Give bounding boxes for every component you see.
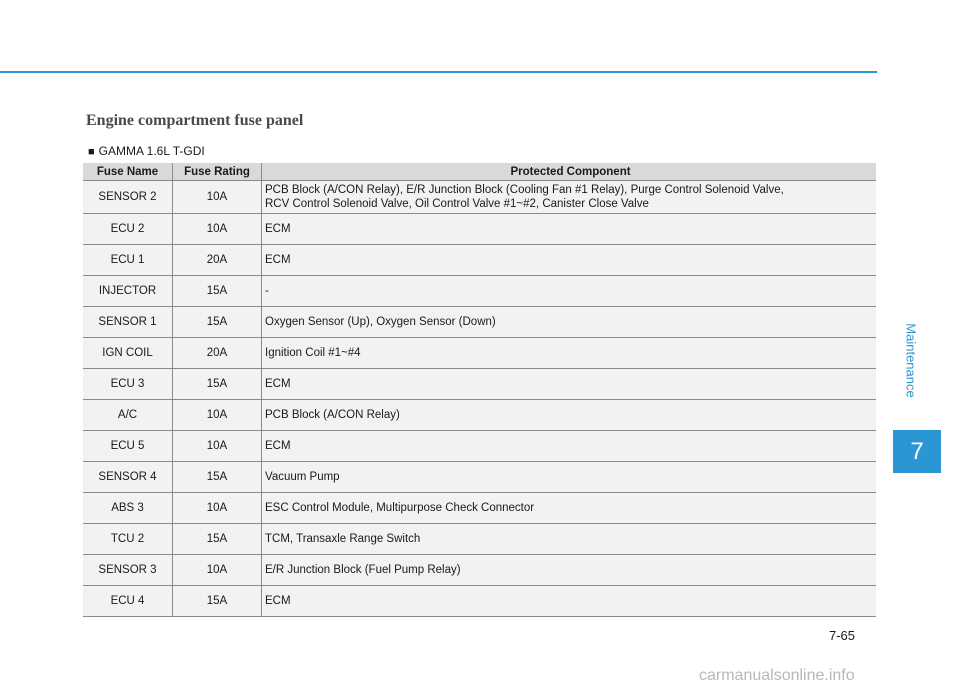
fuse-rating-cell: 15A — [173, 462, 262, 493]
protected-component-cell: Oxygen Sensor (Up), Oxygen Sensor (Down) — [262, 307, 877, 338]
table-row — [83, 245, 876, 276]
protected-component-cell: Ignition Coil #1~#4 — [262, 338, 877, 369]
table-row — [83, 586, 876, 617]
side-tab-label — [898, 290, 924, 430]
protected-component-line: PCB Block (A/CON Relay), E/R Junction Block (Cooling Fan #1 Relay), Purge Control Solenoid Valve, — [265, 184, 784, 196]
table-row — [83, 431, 876, 462]
square-bullet-icon: ■ — [88, 146, 95, 158]
fuse-rating-cell: 10A — [173, 431, 262, 462]
table-row — [83, 462, 876, 493]
protected-component-cell: ECM — [262, 214, 877, 245]
table-row — [83, 493, 876, 524]
fuse-name-cell: ECU 3 — [83, 369, 173, 400]
chapter-tab: 7 — [893, 430, 941, 473]
header-protected-component: Protected Component — [262, 163, 877, 181]
fuse-rating-cell: 10A — [173, 400, 262, 431]
protected-component-cell: ESC Control Module, Multipurpose Check Connector — [262, 493, 877, 524]
protected-component-line: RCV Control Solenoid Valve, Oil Control Valve #1~#2, Canister Close Valve — [265, 198, 649, 210]
fuse-rating-cell: 15A — [173, 524, 262, 555]
protected-component-cell — [262, 181, 877, 214]
table-header-row — [83, 163, 876, 181]
engine-variant-label: GAMMA 1.6L T-GDI — [98, 144, 205, 158]
engine-variant — [88, 144, 205, 158]
table-row — [83, 276, 876, 307]
fuse-name-cell: INJECTOR — [83, 276, 173, 307]
protected-component-cell: ECM — [262, 586, 877, 617]
protected-component-cell: E/R Junction Block (Fuel Pump Relay) — [262, 555, 877, 586]
protected-component-cell: ECM — [262, 369, 877, 400]
fuse-rating-cell: 10A — [173, 493, 262, 524]
fuse-name-cell: SENSOR 1 — [83, 307, 173, 338]
protected-component-cell: ECM — [262, 431, 877, 462]
protected-component-cell: TCM, Transaxle Range Switch — [262, 524, 877, 555]
fuse-rating-cell: 15A — [173, 276, 262, 307]
table-row — [83, 555, 876, 586]
watermark: carmanualsonline.info — [699, 667, 855, 684]
fuse-name-cell: SENSOR 2 — [83, 181, 173, 214]
fuse-name-cell: ECU 4 — [83, 586, 173, 617]
table-row — [83, 524, 876, 555]
fuse-name-cell: SENSOR 3 — [83, 555, 173, 586]
page-number: 7-65 — [829, 628, 856, 643]
fuse-name-cell: IGN COIL — [83, 338, 173, 369]
header-fuse-rating: Fuse Rating — [173, 163, 262, 181]
fuse-name-cell: ECU 1 — [83, 245, 173, 276]
table-row — [83, 338, 876, 369]
table-row — [83, 214, 876, 245]
table-row — [83, 369, 876, 400]
top-rule — [0, 71, 877, 73]
table-row — [83, 400, 876, 431]
fuse-rating-cell: 20A — [173, 245, 262, 276]
fuse-rating-cell: 20A — [173, 338, 262, 369]
fuse-name-cell: SENSOR 4 — [83, 462, 173, 493]
fuse-table — [83, 163, 876, 617]
fuse-name-cell: TCU 2 — [83, 524, 173, 555]
fuse-name-cell: ECU 5 — [83, 431, 173, 462]
fuse-rating-cell: 15A — [173, 369, 262, 400]
table-row — [83, 181, 876, 214]
fuse-rating-cell: 10A — [173, 555, 262, 586]
fuse-name-cell: ECU 2 — [83, 214, 173, 245]
protected-component-cell: Vacuum Pump — [262, 462, 877, 493]
fuse-name-cell: A/C — [83, 400, 173, 431]
fuse-rating-cell: 10A — [173, 181, 262, 214]
header-fuse-name: Fuse Name — [83, 163, 173, 181]
table-row — [83, 307, 876, 338]
protected-component-cell: PCB Block (A/CON Relay) — [262, 400, 877, 431]
protected-component-cell: - — [262, 276, 877, 307]
protected-component-cell: ECM — [262, 245, 877, 276]
fuse-rating-cell: 10A — [173, 214, 262, 245]
section-title: Engine compartment fuse panel — [86, 112, 304, 129]
fuse-rating-cell: 15A — [173, 586, 262, 617]
fuse-name-cell: ABS 3 — [83, 493, 173, 524]
section-label-maintenance: Maintenance — [903, 322, 919, 398]
fuse-rating-cell: 15A — [173, 307, 262, 338]
